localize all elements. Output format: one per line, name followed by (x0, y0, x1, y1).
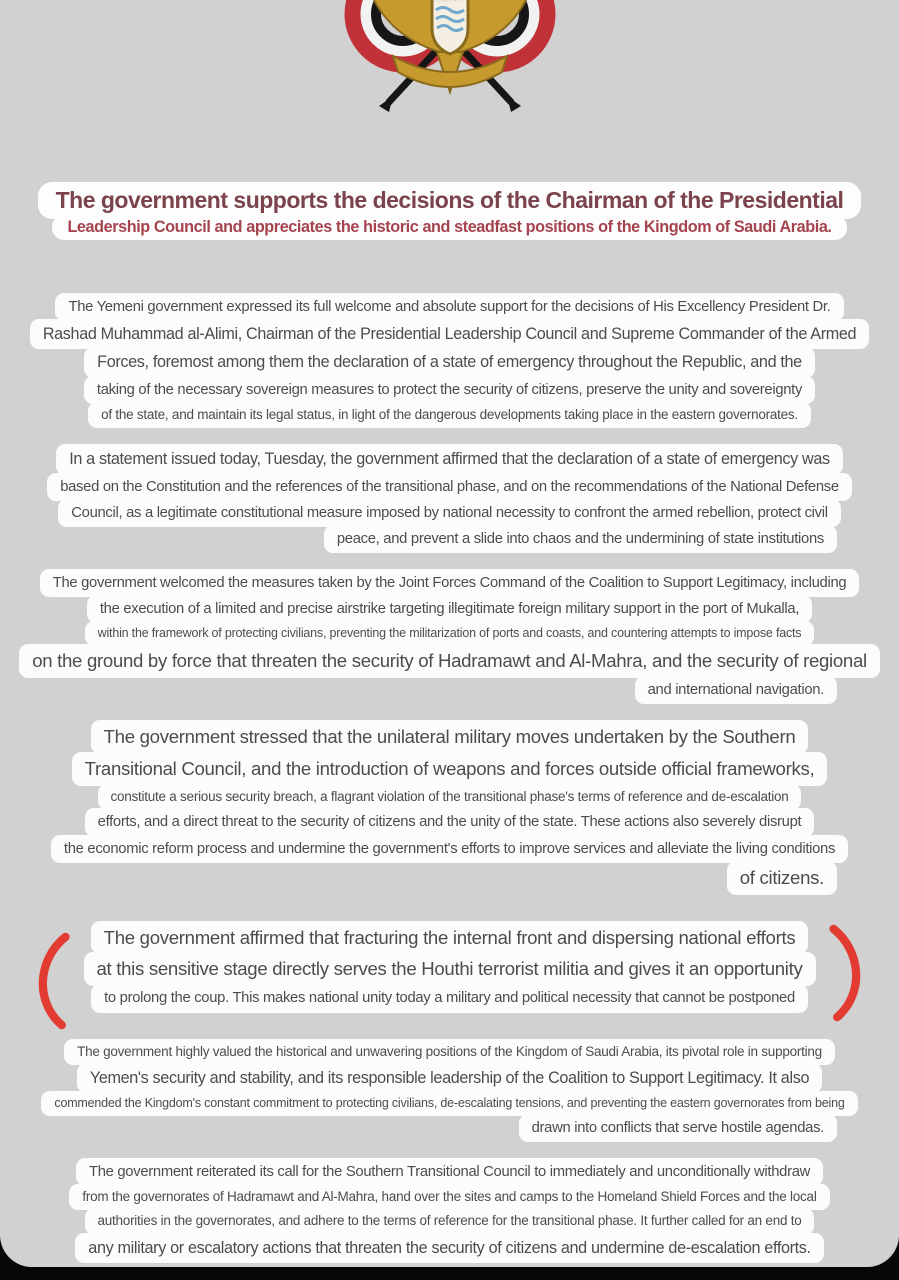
title-line-1: The government supports the decisions of the Chairman of the Presidential (38, 182, 862, 219)
statement-line: within the framework of protecting civilians, preventing the militarization of ports and coasts, and countering attempts to impose facts (85, 621, 815, 646)
statement-line: Yemen's security and stability, and its responsible leadership of the Coalition to Support Legitimacy. It also (77, 1063, 822, 1093)
statement-line: commended the Kingdom's constant commitment to protecting civilians, de-escalating tensions, and preventing the eastern governorates from being (41, 1091, 857, 1116)
statement-paragraph-highlighted (62, 921, 837, 1013)
yemen-coat-of-arms-emblem (325, 0, 575, 117)
statement-paragraph (42, 293, 857, 428)
statement-line: peace, and prevent a slide into chaos and the undermining of state institutions (324, 525, 837, 553)
statement-line: at this sensitive stage directly serves the Houthi terrorist militia and gives it an opportunity (84, 952, 816, 986)
statement-line: based on the Constitution and the references of the transitional phase, and on the recommendations of the National Defense (47, 473, 852, 501)
statement-title (0, 182, 899, 240)
statement-line: on the ground by force that threaten the security of Hadramawt and Al-Mahra, and the security of regional (19, 644, 880, 678)
statement-line: In a statement issued today, Tuesday, the government affirmed that the declaration of a state of emergency was (56, 444, 843, 474)
statement-paragraph (62, 720, 837, 894)
statement-line: and international navigation. (635, 676, 837, 704)
statement-line: The government stressed that the unilateral military moves undertaken by the Southern (91, 720, 809, 754)
statement-line: constitute a serious security breach, a flagrant violation of the transitional phase's terms of reference and de-escalation (98, 784, 802, 810)
statement-line: the execution of a limited and precise airstrike targeting illegitimate foreign military support in the port of Mukalla, (87, 595, 812, 623)
statement-line: of the state, and maintain its legal status, in light of the dangerous developments taking place in the eastern governorates. (88, 402, 811, 428)
highlight-parenthesis-left-icon (25, 929, 71, 1033)
statement-line: to prolong the coup. This makes national unity today a military and political necessity that cannot be postponed (91, 984, 808, 1012)
statement-line: The Yemeni government expressed its full welcome and absolute support for the decisions of His Excellency President Dr. (55, 293, 843, 321)
statement-paragraph (32, 569, 867, 704)
statement-line: The government welcomed the measures taken by the Joint Forces Command of the Coalition to Support Legitimacy, including (40, 569, 860, 597)
title-line-2: Leadership Council and appreciates the historic and steadfast positions of the Kingdom of Saudi Arabia. (52, 215, 846, 240)
statement-line: efforts, and a direct threat to the security of citizens and the unity of the state. These actions also severely disrupt (85, 808, 815, 836)
statement-line: The government affirmed that fracturing the internal front and dispersing national efforts (91, 921, 809, 955)
statement-line: drawn into conflicts that serve hostile agendas. (519, 1114, 837, 1142)
statement-line: taking of the necessary sovereign measures to protect the security of citizens, preserve the unity and sovereignty (84, 376, 815, 404)
shield-icon (432, 0, 468, 54)
statement-line: the economic reform process and undermine the government's efforts to improve services and alleviate the living conditions (51, 835, 848, 863)
statement-line: Rashad Muhammad al-Alimi, Chairman of the Presidential Leadership Council and Supreme Commander of the Armed (30, 319, 869, 349)
statement-paragraph (54, 1039, 845, 1142)
statement-paragraphs (32, 293, 867, 1263)
statement-paragraph (62, 1158, 837, 1263)
statement-line: from the governorates of Hadramawt and Al-Mahra, hand over the sites and camps to the Homeland Shield Forces and the local (69, 1184, 829, 1210)
statement-line: Transitional Council, and the introduction of weapons and forces outside official frameworks, (72, 752, 828, 786)
statement-line: authorities in the governorates, and adhere to the terms of reference for the transitional phase. It further called for an end to (85, 1208, 815, 1234)
statement-line: Forces, foremost among them the declaration of a state of emergency throughout the Republic, and the (84, 347, 815, 377)
statement-line: The government highly valued the historical and unwavering positions of the Kingdom of Saudi Arabia, its pivotal role in supporting (64, 1039, 835, 1065)
statement-line: The government reiterated its call for the Southern Transitional Council to immediately and unconditionally withdraw (76, 1158, 823, 1186)
statement-line: Council, as a legitimate constitutional measure imposed by national necessity to confront the armed rebellion, protect civil (58, 499, 841, 527)
statement-line: of citizens. (727, 861, 837, 895)
highlight-parenthesis-right-icon (828, 921, 874, 1025)
statement-paragraph (62, 444, 837, 553)
statement-line: any military or escalatory actions that threaten the security of citizens and undermine de-escalation efforts. (75, 1233, 823, 1263)
